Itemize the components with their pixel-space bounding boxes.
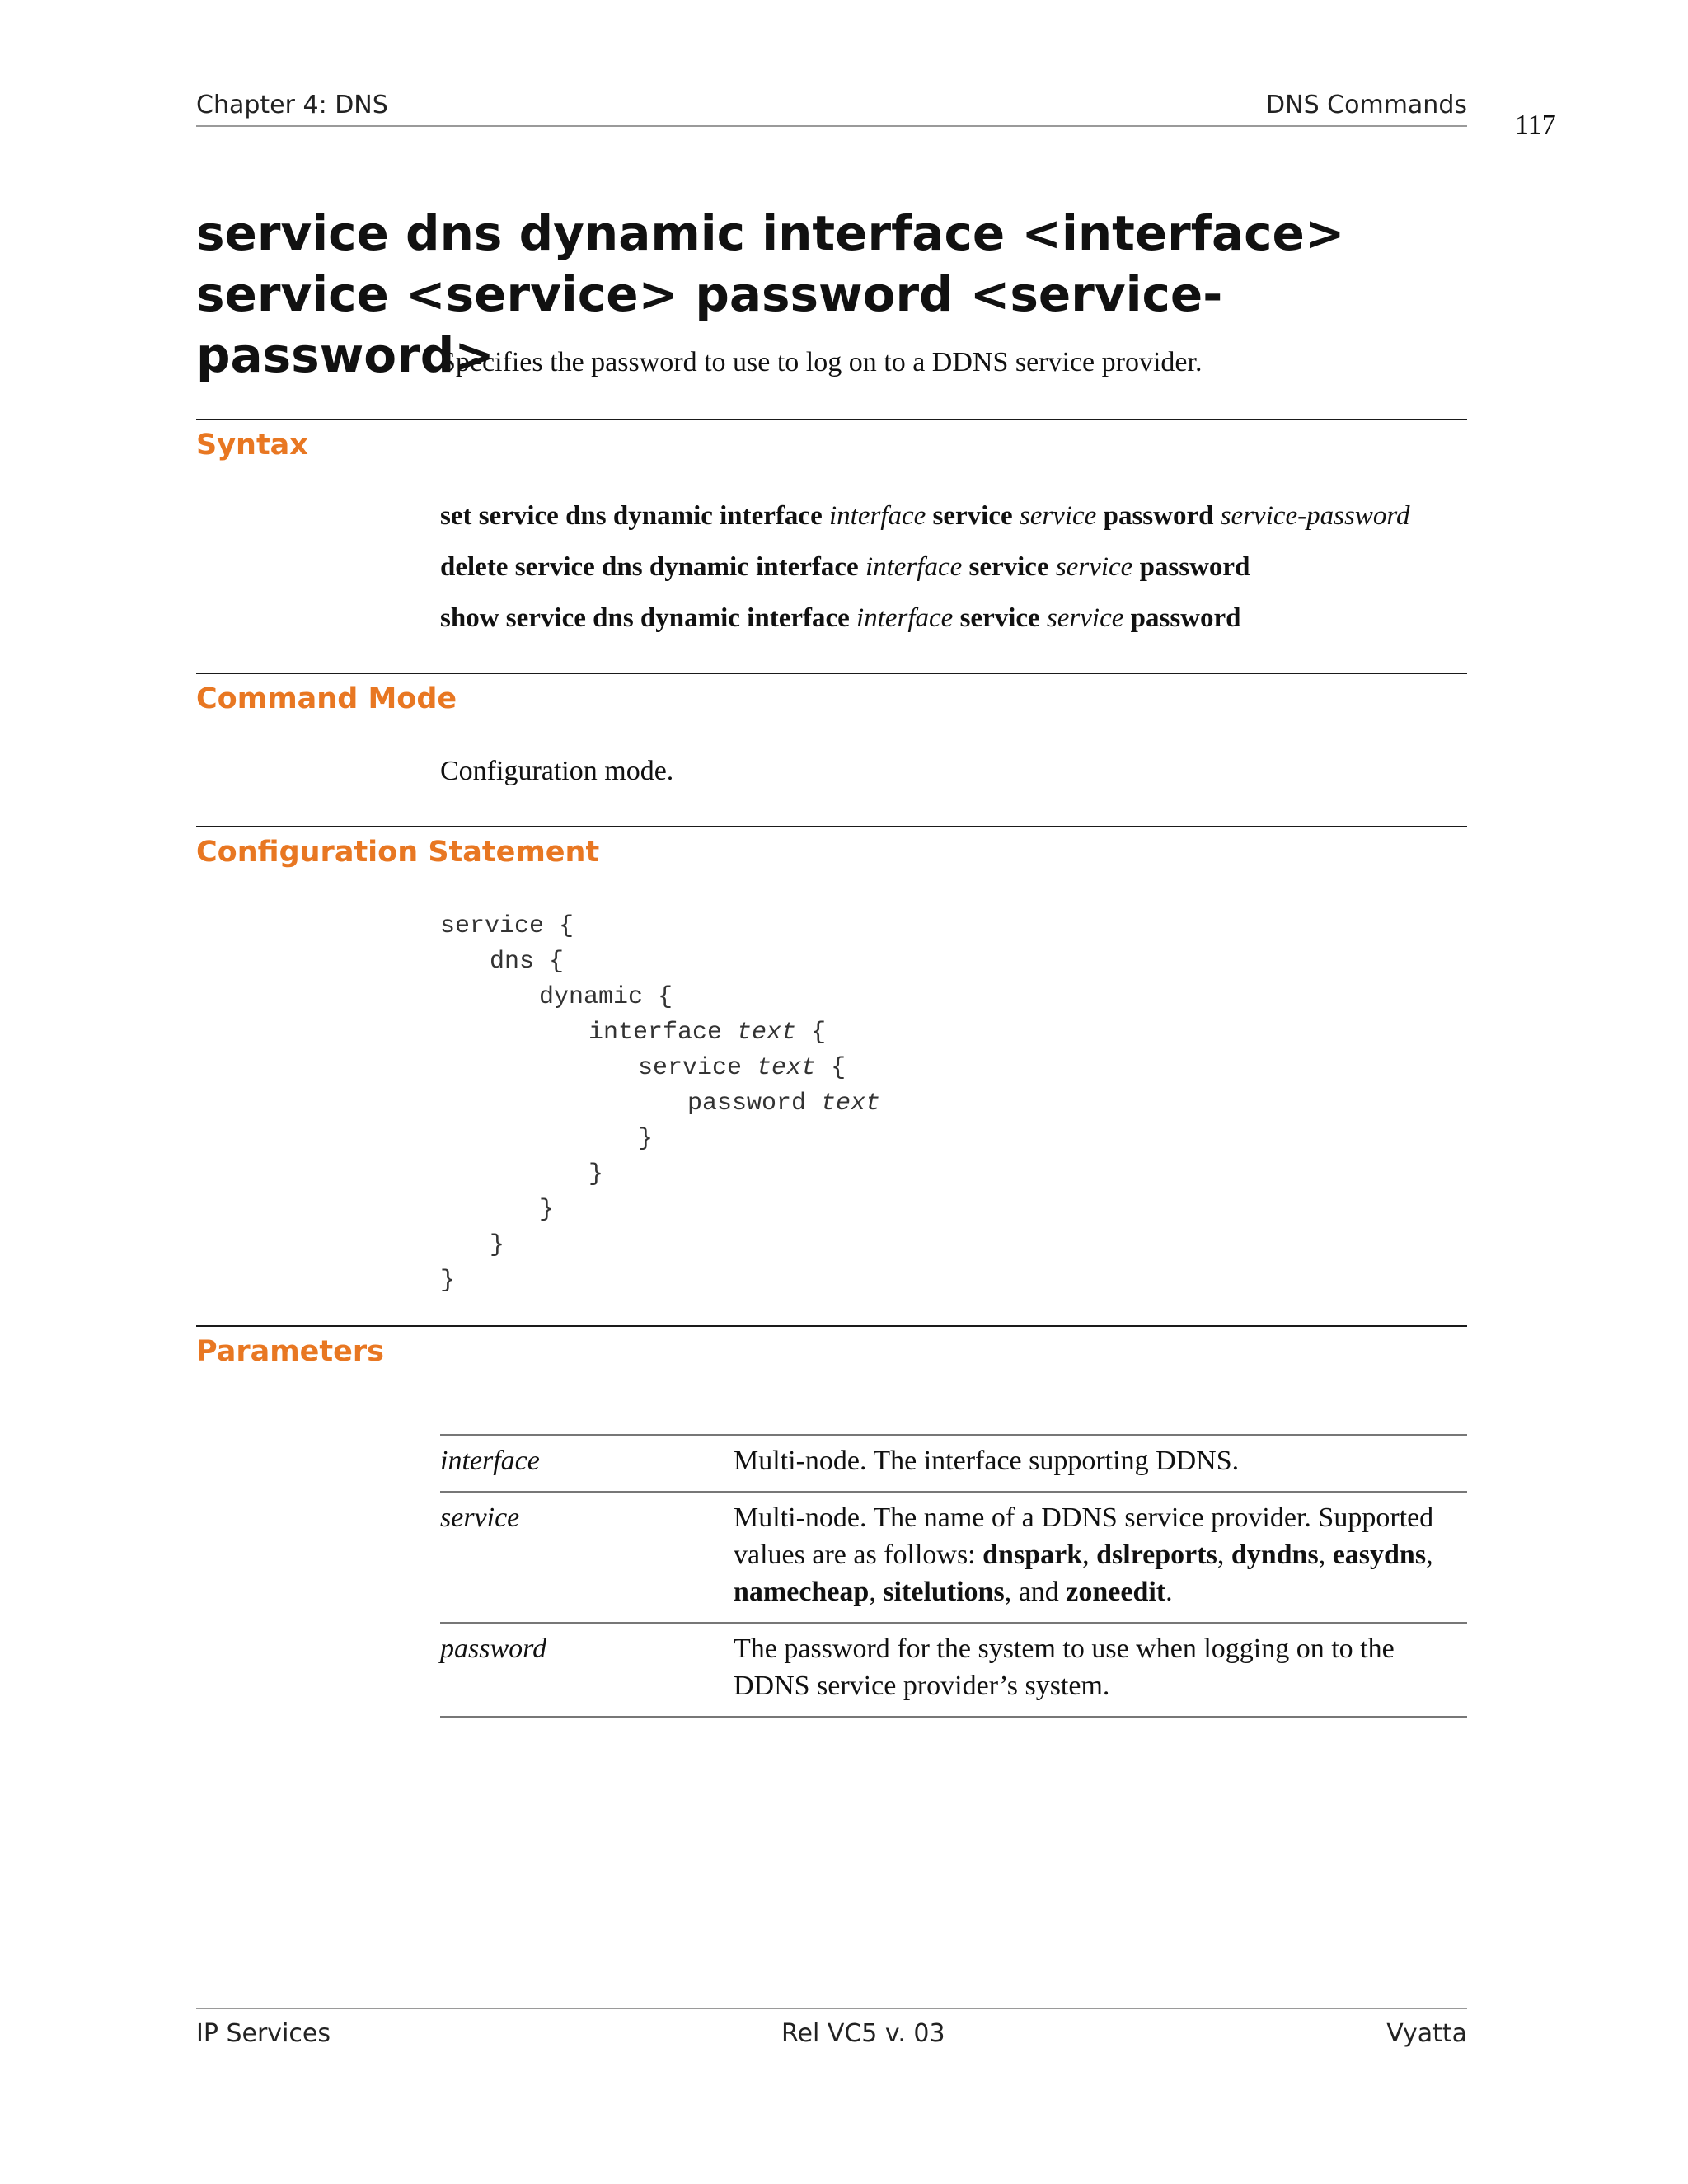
syntax-token [1132, 552, 1139, 582]
syntax-token [1123, 603, 1130, 633]
syntax-token [1213, 501, 1220, 531]
code-line [687, 1087, 880, 1120]
syntax-token [1096, 501, 1103, 531]
code-keyword: } [638, 1125, 654, 1153]
parameter-description-text: , [869, 1577, 884, 1607]
parameter-description-text: , and [1004, 1577, 1067, 1607]
section-divider-configuration-statement [196, 826, 1467, 827]
parameter-row [440, 1435, 1467, 1492]
command-description: Specifies the password to use to log on to a DDNS service provider. [440, 347, 1203, 377]
code-line [588, 1158, 603, 1191]
code-argument: text [737, 1019, 797, 1047]
syntax-token [1040, 603, 1047, 633]
running-header-chapter: Chapter 4: DNS [196, 91, 388, 120]
parameter-description-text: sitelutions [883, 1577, 1005, 1607]
header-divider [196, 125, 1467, 127]
footer-center: Rel VC5 v. 03 [781, 2019, 945, 2048]
code-keyword: password [687, 1090, 807, 1118]
code-keyword: dns [490, 948, 535, 976]
parameter-description-text: , [1426, 1540, 1433, 1570]
syntax-token: service [1046, 603, 1124, 633]
code-keyword: } [588, 1160, 604, 1188]
command-title: service dns dynamic interface <interface> service <service> password <service-password> [196, 205, 1345, 383]
parameter-name: password [440, 1623, 734, 1717]
syntax-token: interface [828, 501, 926, 531]
command-mode-text: Configuration mode. [440, 756, 674, 786]
code-line [539, 1193, 554, 1226]
code-line [440, 910, 574, 943]
syntax-token: service [1055, 552, 1133, 582]
parameter-description-text: The password for the system to use when logging on to the DDNS service provider’s system. [734, 1633, 1395, 1701]
syntax-token: delete service dns dynamic interface [440, 552, 859, 582]
code-keyword: service [638, 1054, 743, 1082]
syntax-line [440, 498, 1409, 534]
code-brace: { [544, 912, 574, 940]
code-keyword: service [440, 912, 545, 940]
syntax-token: password [1103, 501, 1214, 531]
code-line [588, 1016, 826, 1049]
syntax-token: service-password [1220, 501, 1410, 531]
syntax-token: service [932, 501, 1013, 531]
parameter-name: interface [440, 1435, 734, 1492]
syntax-token [962, 552, 968, 582]
section-heading-syntax: Syntax [196, 429, 308, 462]
parameter-row [440, 1492, 1467, 1623]
syntax-token: service [1019, 501, 1097, 531]
syntax-token: interface [865, 552, 963, 582]
code-line [490, 1229, 504, 1262]
parameter-description-text: , [1217, 1540, 1231, 1570]
parameter-description [734, 1435, 1467, 1492]
running-header-section: DNS Commands [1266, 91, 1467, 120]
syntax-token [926, 501, 932, 531]
syntax-token [859, 552, 865, 582]
parameter-row [440, 1623, 1467, 1717]
section-heading-command-mode: Command Mode [196, 682, 457, 715]
section-divider-parameters [196, 1325, 1467, 1327]
syntax-token: set service dns dynamic interface [440, 501, 823, 531]
parameter-description-text: , [1318, 1540, 1333, 1570]
code-keyword: interface [588, 1019, 723, 1047]
syntax-token: password [1130, 603, 1241, 633]
parameter-description-text: namecheap [734, 1577, 870, 1607]
code-line [539, 981, 673, 1014]
parameter-description [734, 1623, 1467, 1717]
syntax-token [823, 501, 829, 531]
code-line [440, 1264, 455, 1297]
parameter-description-text: zoneedit [1066, 1577, 1166, 1607]
section-heading-configuration-statement: Configuration Statement [196, 836, 600, 869]
parameter-description-text: easydns [1332, 1540, 1427, 1570]
parameter-description-text: Multi-node. The interface supporting DDNS. [734, 1446, 1240, 1476]
code-keyword: } [490, 1231, 505, 1259]
parameter-description [734, 1492, 1467, 1623]
code-brace: { [816, 1054, 846, 1082]
parameter-description-text: dyndns [1231, 1540, 1319, 1570]
syntax-line [440, 600, 1241, 636]
code-line [638, 1122, 653, 1155]
section-divider-command-mode [196, 673, 1467, 674]
syntax-token [850, 603, 856, 633]
code-argument: text [821, 1090, 881, 1118]
code-keyword: } [440, 1267, 456, 1295]
code-argument: text [757, 1054, 817, 1082]
footer-right: Vyatta [1386, 2019, 1467, 2048]
syntax-token: service [959, 603, 1040, 633]
footer-divider [196, 2008, 1467, 2009]
parameter-description-text: , [1082, 1540, 1097, 1570]
footer-left: IP Services [196, 2019, 331, 2048]
code-keyword: } [539, 1196, 555, 1224]
syntax-line [440, 549, 1250, 585]
syntax-token: password [1139, 552, 1250, 582]
section-heading-parameters: Parameters [196, 1335, 384, 1368]
parameters-table [440, 1434, 1467, 1718]
code-brace: { [796, 1019, 827, 1047]
code-line [490, 945, 564, 978]
parameter-description-text: Multi-node. The name of a DDNS service provider. Supported values are as follows: [734, 1502, 1434, 1570]
parameter-description-text: dslreports [1096, 1540, 1217, 1570]
syntax-token: service [968, 552, 1049, 582]
code-line [638, 1052, 846, 1085]
section-divider-syntax [196, 419, 1467, 420]
syntax-token [953, 603, 959, 633]
code-brace: { [534, 948, 565, 976]
syntax-token [1049, 552, 1056, 582]
syntax-token: interface [856, 603, 954, 633]
parameter-name: service [440, 1492, 734, 1623]
code-brace: { [643, 983, 673, 1011]
code-keyword: dynamic [539, 983, 644, 1011]
syntax-token [1013, 501, 1020, 531]
page-number: 117 [1515, 110, 1556, 140]
parameter-description-text: . [1165, 1577, 1173, 1607]
syntax-token: show service dns dynamic interface [440, 603, 850, 633]
parameter-description-text: dnspark [982, 1540, 1083, 1570]
